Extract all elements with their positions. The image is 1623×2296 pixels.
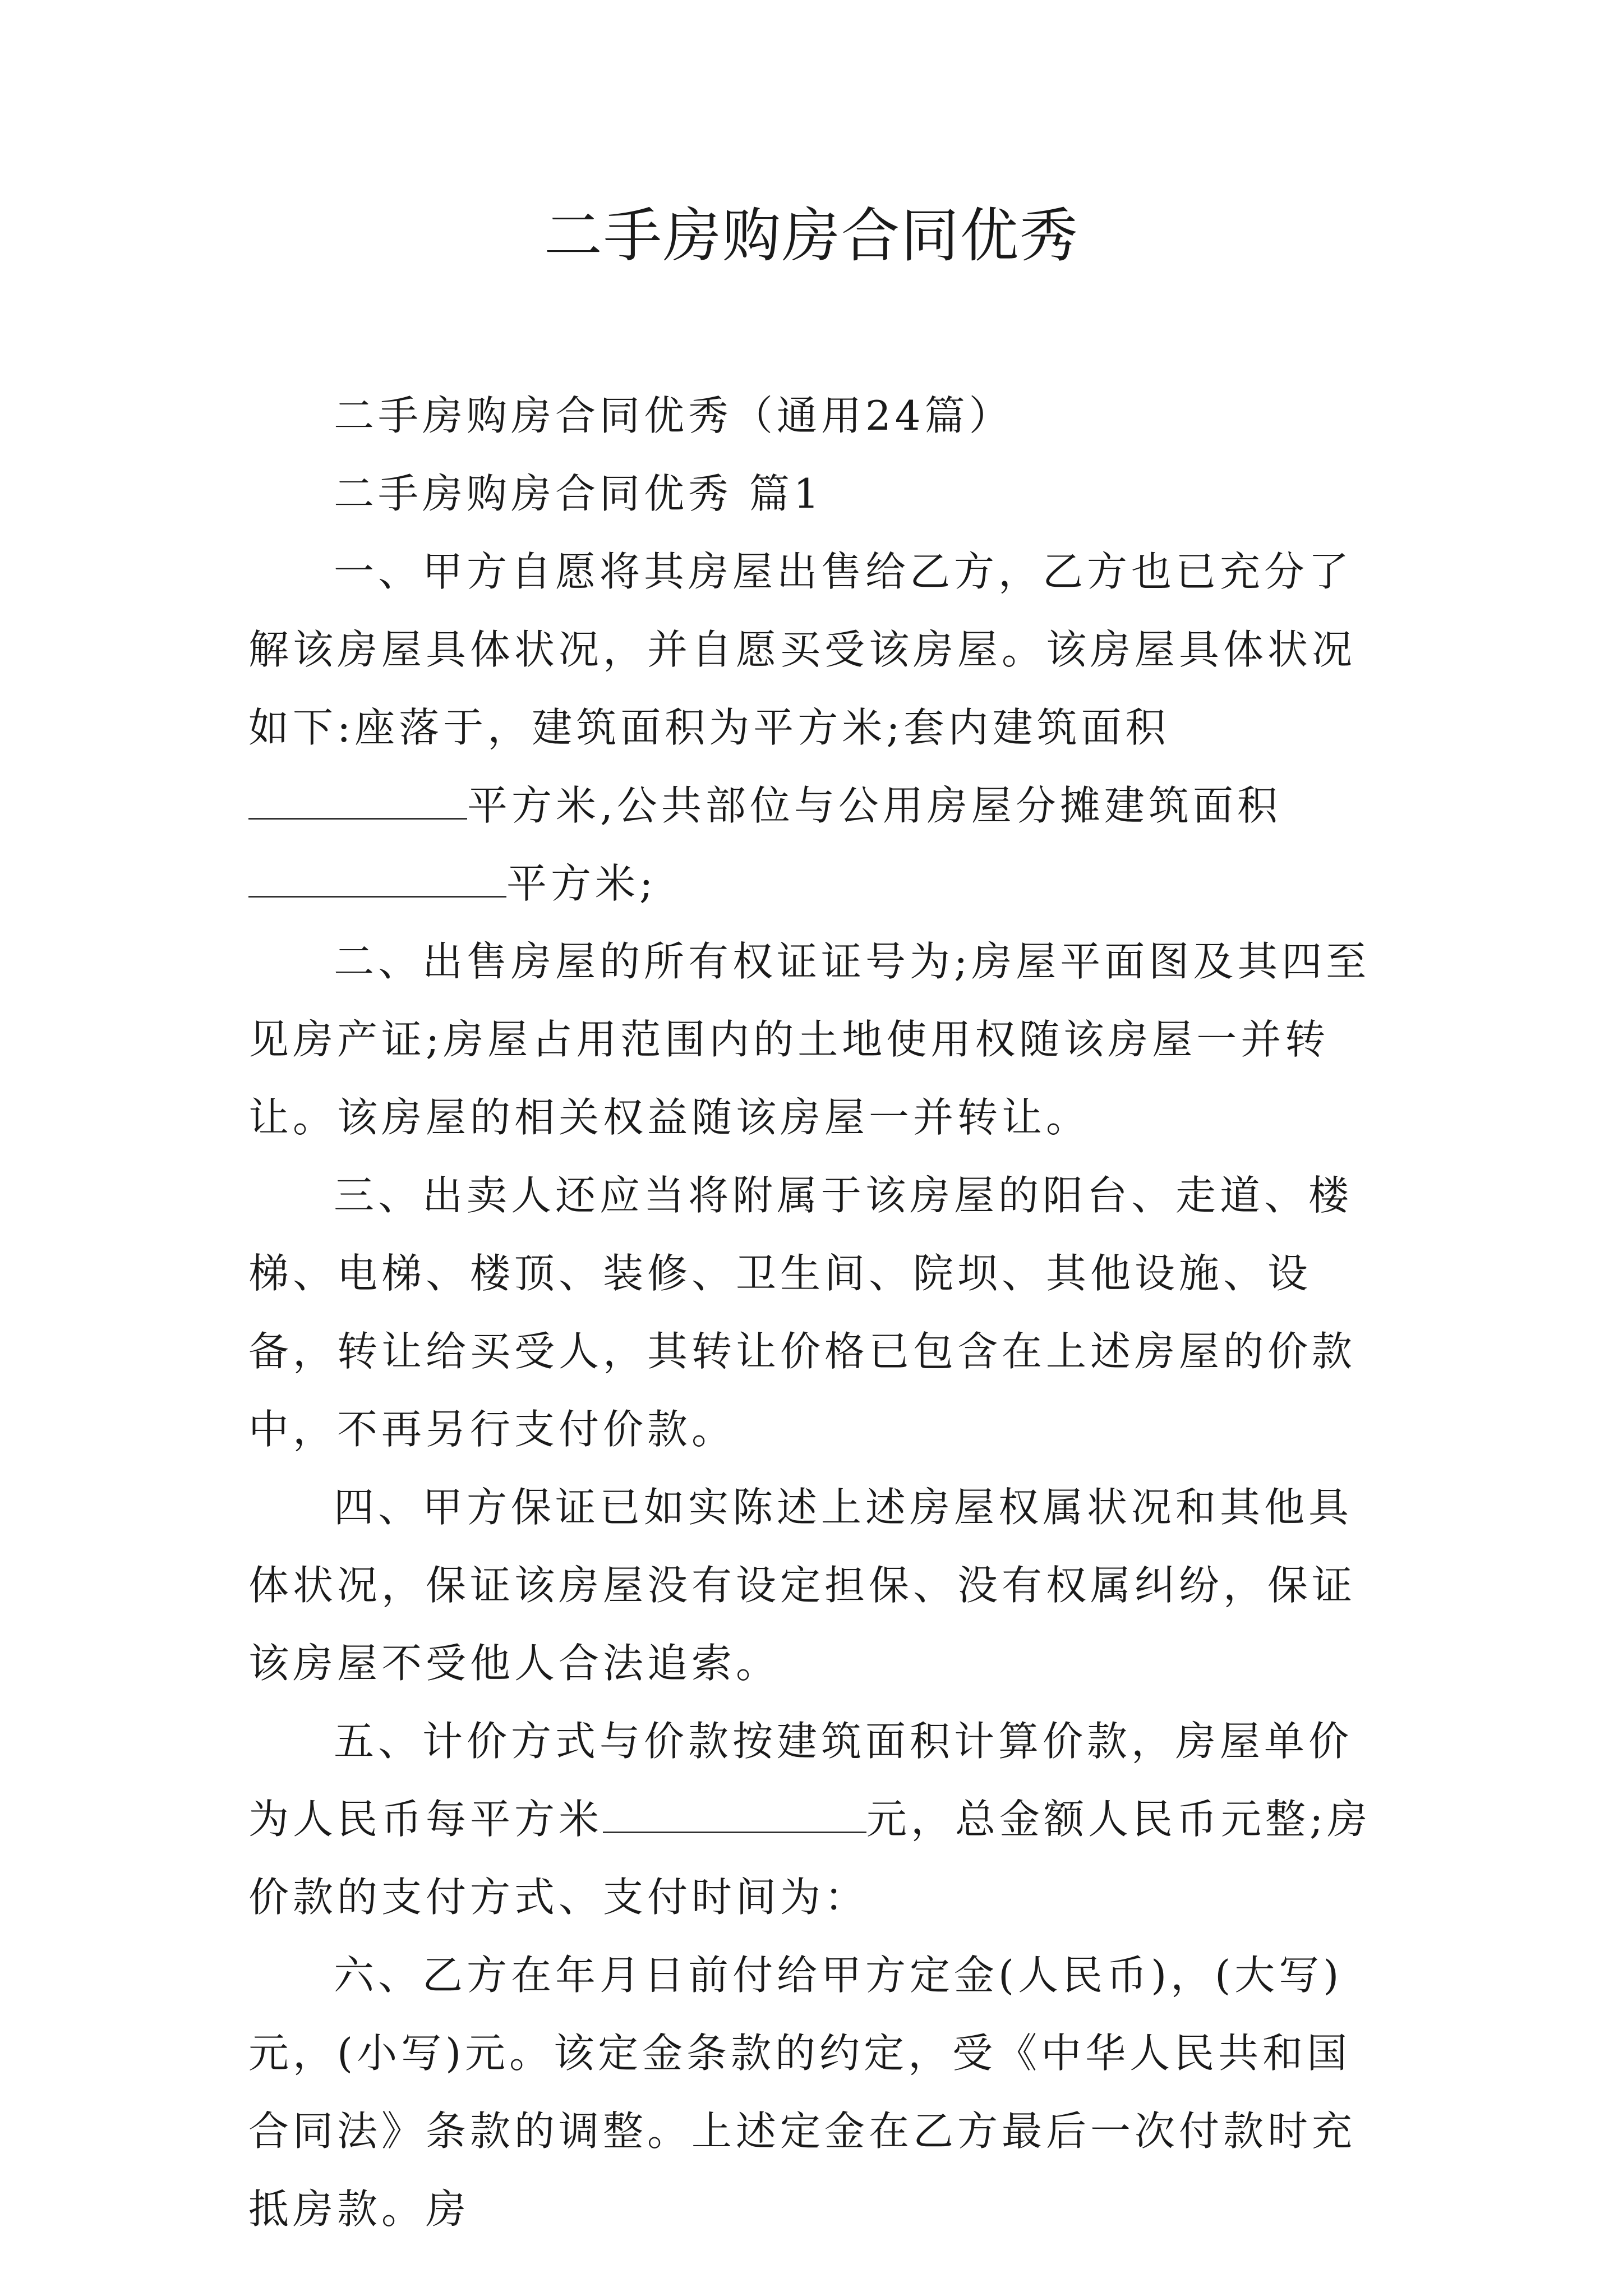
clause-2: 二、出售房屋的所有权证证号为;房屋平面图及其四至见房产证;房屋占用范围内的土地使用权随该房屋一并转让。该房屋的相关权益随该房屋一并转让。 — [248, 938, 1371, 1141]
document-subtitle: 二手房购房合同优秀（通用24篇） — [334, 392, 1013, 439]
section-heading: 二手房购房合同优秀 篇1 — [334, 470, 823, 517]
clause-1-text-a: 一、甲方自愿将其房屋出售给乙方，乙方也已充分了解该房屋具体状况，并自愿买受该房屋。该房屋具体状况如下:座落于，建筑面积为平方米;套内建筑面积 — [248, 548, 1357, 751]
clause-1-text-c: 平方米; — [506, 860, 657, 907]
blank-shared-area — [248, 857, 506, 898]
clause-1-text-b: 平方米,公共部位与公用房屋分摊建筑面积 — [467, 782, 1281, 829]
clause-3: 三、出卖人还应当将附属于该房屋的阳台、走道、楼梯、电梯、楼顶、装修、卫生间、院坝、其他设施、设备，转让给买受人，其转让价格已包含在上述房屋的价款中，不再另行支付价款。 — [248, 1172, 1357, 1453]
clause-5-text-b: 元，总金额人民币元整;房价款的支付方式、支付时间为： — [248, 1796, 1372, 1921]
blank-inner-area — [248, 779, 467, 820]
document-body — [248, 377, 1381, 2248]
clause-5 — [248, 1703, 1381, 1936]
clause-1 — [248, 533, 1381, 923]
blank-unit-price — [603, 1792, 866, 1833]
document-title: 二手房购房合同优秀 — [543, 201, 1079, 270]
clause-6: 六、乙方在年月日前付给甲方定金(人民币)，(大写)元，(小写)元。该定金条款的约定，受《中华人民共和国合同法》条款的调整。上述定金在乙方最后一次付款时充抵房款。房 — [248, 1952, 1357, 2233]
clause-4: 四、甲方保证已如实陈述上述房屋权属状况和其他具体状况，保证该房屋没有设定担保、没有权属纠纷，保证该房屋不受他人合法追索。 — [248, 1484, 1357, 1687]
clause-5-text-a: 五、计价方式与价款按建筑面积计算价款，房屋单价为人民币每平方米 — [248, 1718, 1353, 1843]
